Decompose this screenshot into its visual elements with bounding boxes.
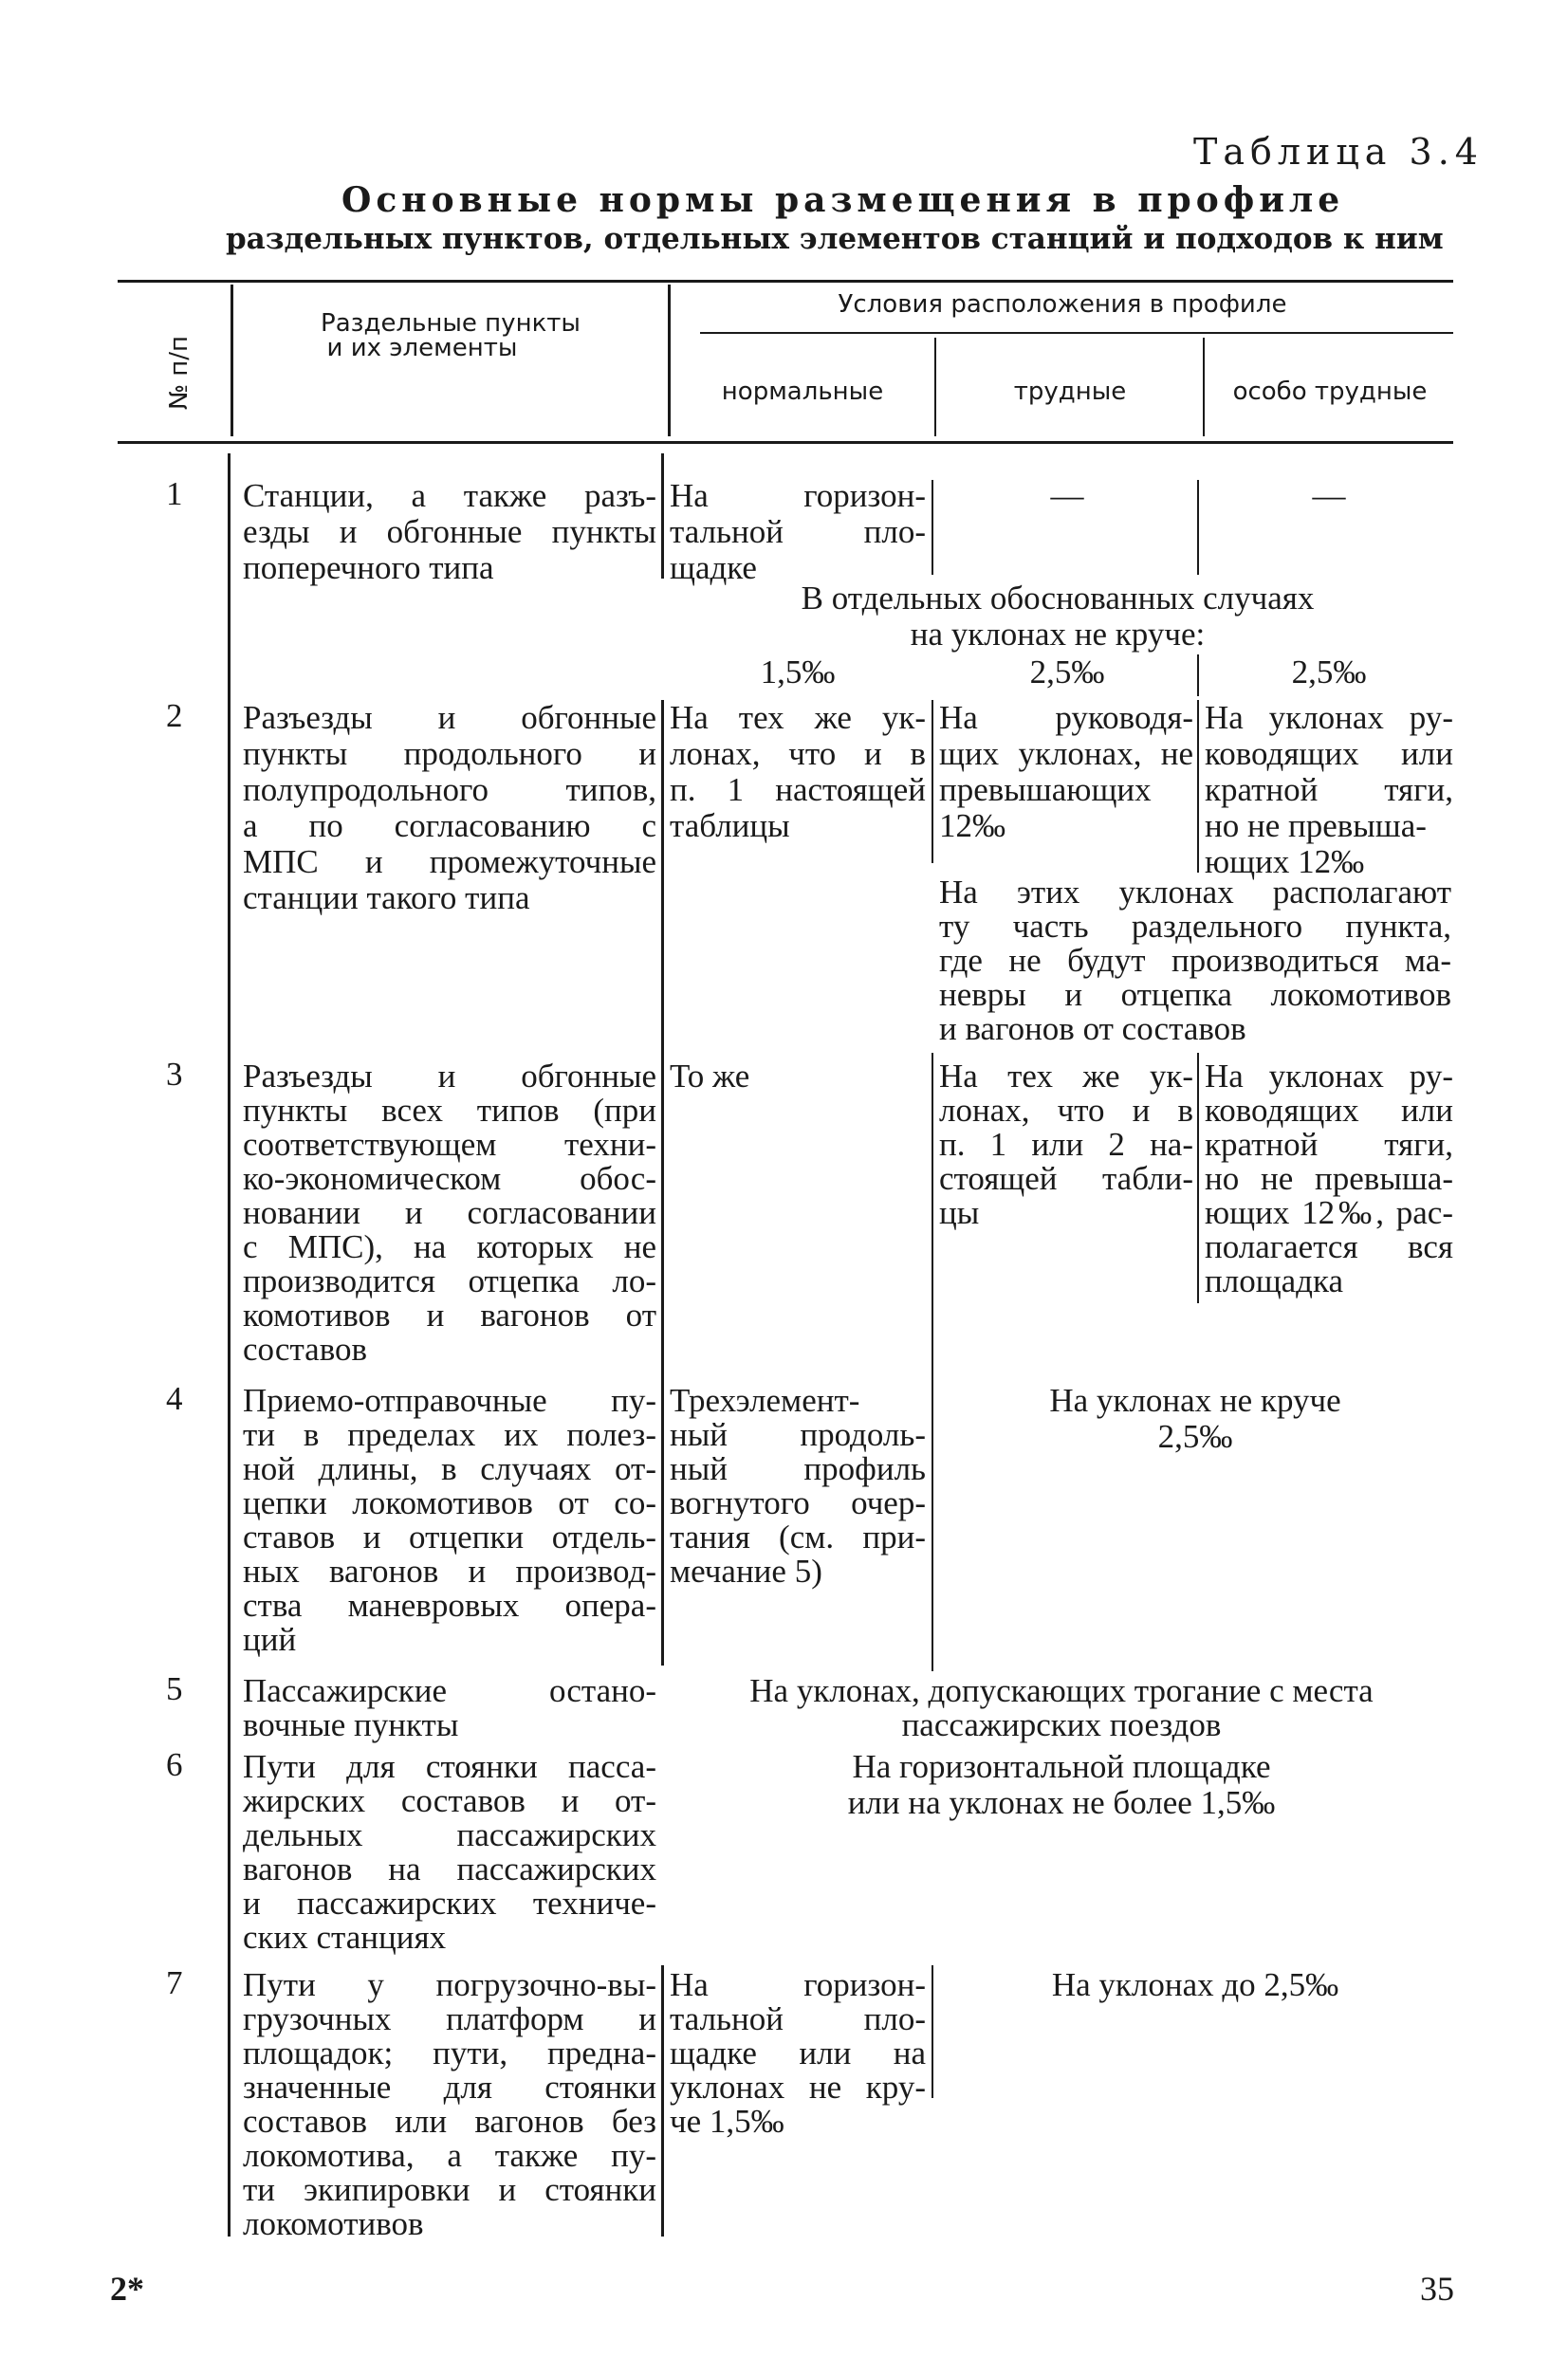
row-6-name-line: ских станциях [243, 1919, 447, 1956]
row-7-name-line: локомотива, а также пу- [243, 2137, 656, 2174]
row-7-name-line: значенные для стоянки [243, 2069, 656, 2106]
row-7-normal-line: щадке или на [670, 2034, 926, 2071]
row-4-name-line: ных вагонов и производ- [243, 1553, 656, 1590]
row-4-normal-line: ный профиль [670, 1450, 926, 1487]
row-2-name-line: МПС и промежуточные [243, 843, 656, 880]
table-title-line1: Основные нормы размещения в профиле [341, 180, 1345, 220]
row-3-name-line: соответствующем техни- [243, 1126, 656, 1163]
row-3-very-hard-line: полагается вся [1205, 1228, 1453, 1265]
row-number: 7 [166, 1964, 183, 2001]
row-6-name-line: вагонов на пассажирских [243, 1850, 656, 1887]
row-3-very-hard-line: кратной тяги, [1205, 1126, 1453, 1163]
row-2-very-hard-line: На уклонах ру- [1205, 699, 1453, 736]
row-2-normal-line: На тех же ук- [670, 699, 926, 736]
row-number: 3 [166, 1056, 183, 1093]
row-3-very-hard-line: ководящих или [1205, 1092, 1453, 1129]
body-rule-normal-2 [661, 700, 664, 1666]
row-2-note-line: ту часть раздельного пункта, [939, 908, 1451, 945]
row-2-name-line: станции такого типа [243, 879, 530, 916]
row-7-normal-line: На горизон- [670, 1966, 926, 2003]
row-3-normal: То же [670, 1058, 750, 1095]
row-2-hard-line: превышающих [939, 771, 1152, 808]
row-6-merged-line: На горизонтальной площадке [852, 1748, 1271, 1785]
header-sub-rule [700, 332, 1453, 334]
row-1-name-line: Станции, а также разъ- [243, 477, 656, 514]
row-1-note-very-hard: 2,5‰ [1291, 654, 1367, 690]
row-2-very-hard-line: но не превыша- [1205, 807, 1427, 844]
header-divider-very-hard [1203, 338, 1205, 436]
row-7-name-line: Пути у погрузочно-вы- [243, 1966, 656, 2003]
row-7-name-line: составов или вагонов без [243, 2103, 656, 2140]
row-4-normal-line: тания (см. при- [670, 1519, 926, 1556]
row-1-note-hard: 2,5‰ [1029, 654, 1105, 690]
row-7-name-line: площадок; пути, предна- [243, 2034, 656, 2071]
row-3-name-line: с МПС), на которых не [243, 1228, 656, 1265]
row-number: 1 [166, 475, 183, 512]
row-3-name-line: ко-экономическом обос- [243, 1160, 656, 1197]
row-7-normal-line: тальной пло- [670, 2000, 926, 2037]
row-5-merged-line: пассажирских поездов [901, 1706, 1222, 1743]
row-number: 2 [166, 697, 183, 734]
row-7-name-line: грузочных платформ и [243, 2000, 656, 2037]
row-4-name-line: Приемо-отправочные пу- [243, 1382, 656, 1419]
table-title-line2: раздельных пунктов, отдельных элементов станций и подходов к ним [226, 222, 1444, 256]
row-1-normal-line: тальной пло- [670, 513, 926, 550]
row-2-hard-line: 12‰ [939, 807, 1005, 844]
row-4-name-line: ной длины, в случаях от- [243, 1450, 656, 1487]
body-rule-hard-r3 [932, 1053, 933, 1671]
header-conditions: Условия расположения в профиле [838, 290, 1287, 319]
body-rule-normal [661, 453, 664, 579]
row-7-name-line: ти экипировки и стоянки [243, 2171, 656, 2208]
row-1-name-line: езды и обгонные пункты [243, 513, 656, 550]
row-2-name-line: Разъезды и обгонные [243, 699, 656, 736]
header-top-rule [118, 280, 1453, 283]
row-3-hard-line: лонах, что и в [939, 1092, 1193, 1129]
row-2-note-line: невры и отцепка локомотивов [939, 976, 1451, 1013]
row-3-hard-line: п. 1 или 2 на- [939, 1126, 1193, 1163]
row-2-note-line: где не будут производиться ма- [939, 942, 1451, 979]
row-4-name-line: ти в пределах их полез- [243, 1416, 656, 1453]
row-7-normal-line: уклонах не кру- [670, 2069, 926, 2106]
header-very-hard: особо трудные [1232, 377, 1428, 406]
row-2-hard-line: На руководя- [939, 699, 1193, 736]
row-2-normal-line: п. 1 настоящей [670, 771, 926, 808]
row-4-name-line: ций [243, 1621, 297, 1658]
row-4-normal-line: мечание 5) [670, 1553, 822, 1590]
row-6-name-line: жирских составов и от- [243, 1782, 656, 1819]
row-number: 4 [166, 1380, 183, 1417]
header-elements-line1: Раздельные пункты [321, 309, 581, 338]
row-5-name-line: Пассажирские остано- [243, 1672, 656, 1709]
body-rule-hard-r7 [932, 1965, 933, 2098]
body-rule-left [228, 453, 231, 2237]
row-2-very-hard-line: ющих 12‰ [1205, 843, 1365, 880]
header-divider-elements [668, 285, 671, 436]
body-rule-normal-3 [661, 1965, 664, 2237]
row-1-hard: — [1050, 477, 1084, 514]
row-2-name-line: а по согласованию с [243, 807, 656, 844]
row-2-note-line: и вагонов от составов [939, 1010, 1246, 1047]
row-3-very-hard-line: но не превыша- [1205, 1160, 1453, 1197]
row-2-name-line: пункты продольного и [243, 735, 656, 772]
row-1-note-line: В отдельных обоснованных случаях [801, 580, 1315, 617]
body-rule-hard-r1 [932, 480, 933, 575]
row-6-merged-line: или на уклонах не более 1,5‰ [847, 1784, 1276, 1821]
row-3-name-line: производится отцепка ло- [243, 1262, 656, 1299]
signature-mark: 2* [110, 2270, 144, 2308]
row-5-merged-line: На уклонах, допускающих трогание с места [749, 1672, 1374, 1709]
header-divider-hard [934, 338, 936, 436]
row-4-normal-line: вогнутого очер- [670, 1484, 926, 1521]
body-rule-very-hard-r2 [1197, 700, 1199, 873]
row-3-name-line: Разъезды и обгонные [243, 1058, 656, 1095]
body-rule-hard-r2 [932, 700, 933, 863]
row-2-very-hard-line: кратной тяги, [1205, 771, 1453, 808]
row-5-name-line: вочные пункты [243, 1706, 459, 1743]
row-6-name-line: Пути для стоянки пасса- [243, 1748, 656, 1785]
header-bottom-rule [118, 441, 1453, 444]
row-1-very-hard: — [1312, 477, 1346, 514]
row-3-hard-line: стоящей табли- [939, 1160, 1193, 1197]
row-4-merged-line: На уклонах не круче [1049, 1382, 1341, 1419]
row-2-name-line: полупродольного типов, [243, 771, 656, 808]
row-1-note-normal: 1,5‰ [760, 654, 836, 690]
header-number-label: № п/п [165, 335, 194, 411]
row-4-name-line: ства маневровых опера- [243, 1587, 656, 1624]
row-3-hard-line: На тех же ук- [939, 1058, 1193, 1095]
row-6-name-line: дельных пассажирских [243, 1816, 656, 1853]
row-3-very-hard-line: площадка [1205, 1262, 1343, 1299]
row-6-name-line: и пассажирских техниче- [243, 1885, 656, 1922]
row-4-normal-line: Трехэлемент- [670, 1382, 860, 1419]
row-4-merged-line: 2,5‰ [1157, 1418, 1233, 1455]
body-rule-very-hard-r3 [1197, 1053, 1199, 1303]
row-3-name-line: пункты всех типов (при [243, 1092, 656, 1129]
row-2-normal-line: лонах, что и в [670, 735, 926, 772]
row-1-normal-line: щадке [670, 549, 757, 586]
body-rule-very-hard-r1 [1197, 480, 1199, 575]
row-7-normal-line: че 1,5‰ [670, 2103, 784, 2140]
header-normal: нормальные [721, 377, 884, 406]
row-7-merged: На уклонах до 2,5‰ [1051, 1966, 1339, 2003]
row-number: 6 [166, 1746, 183, 1783]
row-4-normal-line: ный продоль- [670, 1416, 926, 1453]
table-label: Таблица 3.4 [1193, 131, 1484, 173]
row-2-normal-line: таблицы [670, 807, 790, 844]
row-3-very-hard-line: На уклонах ру- [1205, 1058, 1453, 1095]
row-number: 5 [166, 1670, 183, 1707]
row-1-note-line: на уклонах не круче: [910, 616, 1206, 653]
row-4-name-line: ставов и отцепки отдель- [243, 1519, 656, 1556]
page-number: 35 [1420, 2270, 1454, 2308]
header-elements-line2: и их элементы [326, 334, 518, 362]
row-7-name-line: локомотивов [243, 2205, 424, 2242]
body-rule-very-hard-r1b [1197, 654, 1199, 696]
row-3-hard-line: цы [939, 1194, 980, 1231]
row-3-name-line: составов [243, 1331, 368, 1368]
row-3-name-line: новании и согласовании [243, 1194, 656, 1231]
row-2-very-hard-line: ководящих или [1205, 735, 1453, 772]
header-hard: трудные [1013, 377, 1127, 406]
row-3-very-hard-line: ющих 12‰, рас- [1205, 1194, 1453, 1231]
row-2-note-line: На этих уклонах располагают [939, 874, 1451, 911]
row-3-name-line: комотивов и вагонов от [243, 1297, 656, 1334]
row-1-name-line: поперечного типа [243, 549, 494, 586]
row-2-hard-line: щих уклонах, не [939, 735, 1193, 772]
row-1-normal-line: На горизон- [670, 477, 926, 514]
row-4-name-line: цепки локомотивов от со- [243, 1484, 656, 1521]
